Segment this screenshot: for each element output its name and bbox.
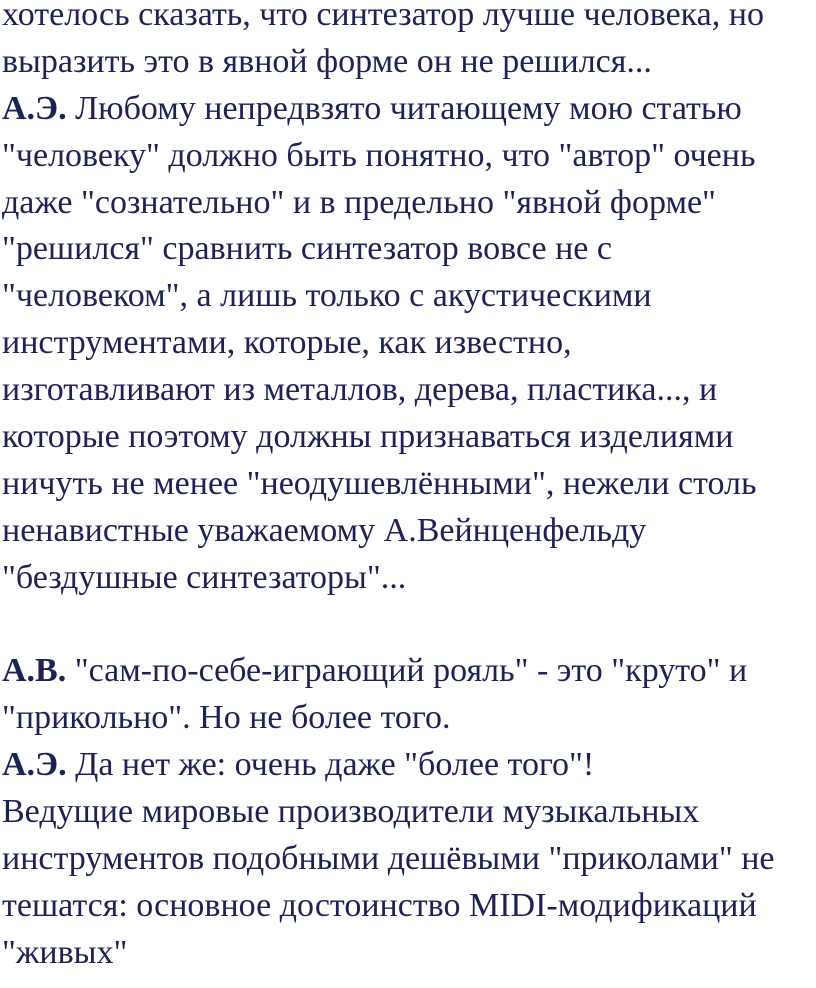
text-line-10: которые поэтому должны признаваться изделиями — [2, 418, 734, 456]
text-line-6: "решился" сравнить синтезатор вовсе не с — [2, 230, 612, 268]
text-line-9: изготавливают из металлов, дерева, пластика..., и — [2, 371, 718, 409]
speaker-label: А.Э. — [2, 89, 67, 127]
speaker-label: А.Э. — [2, 746, 67, 784]
blank-line — [2, 602, 816, 649]
text-line-5: даже "сознательно" и в предельно "явной форме" — [2, 183, 716, 221]
speaker-label: А.В. — [2, 652, 67, 690]
text-line-4: "человеку" должно быть понятно, что "автор" очень — [2, 136, 756, 174]
text-line-19: инструментов подобными дешёвыми "приколами" не — [2, 840, 775, 878]
text-line-12: ненавистные уважаемому А.Вейнценфельду — [2, 511, 647, 549]
text-line-2: выразить это в явной форме он не решился... — [2, 42, 652, 80]
text-line-16: "прикольно". Но не более того. — [2, 699, 451, 737]
text-line-21: "живых" — [2, 933, 128, 971]
text-line-18: Ведущие мировые производители музыкальных — [2, 793, 700, 831]
text-line-20: тешатся: основное достоинство MIDI-модификаций — [2, 886, 757, 924]
text-line-1: хотелось сказать, что синтезатор лучше человека, но — [2, 0, 764, 33]
text-line-8: инструментами, которые, как известно, — [2, 324, 572, 362]
text-line-15: А.В. "сам-по-себе-играющий рояль" - это "круто" и — [2, 652, 748, 690]
text-line-17: А.Э. Да нет же: очень даже "более того"! — [2, 746, 595, 784]
text-line-3: А.Э. Любому непредвзято читающему мою статью — [2, 89, 742, 127]
text-line-7: "человеком", а лишь только с акустическими — [2, 277, 652, 315]
text-line-11: ничуть не менее "неодушевлёнными", нежели столь — [2, 464, 757, 502]
text-line-13: "бездушные синтезаторы"... — [2, 558, 407, 596]
